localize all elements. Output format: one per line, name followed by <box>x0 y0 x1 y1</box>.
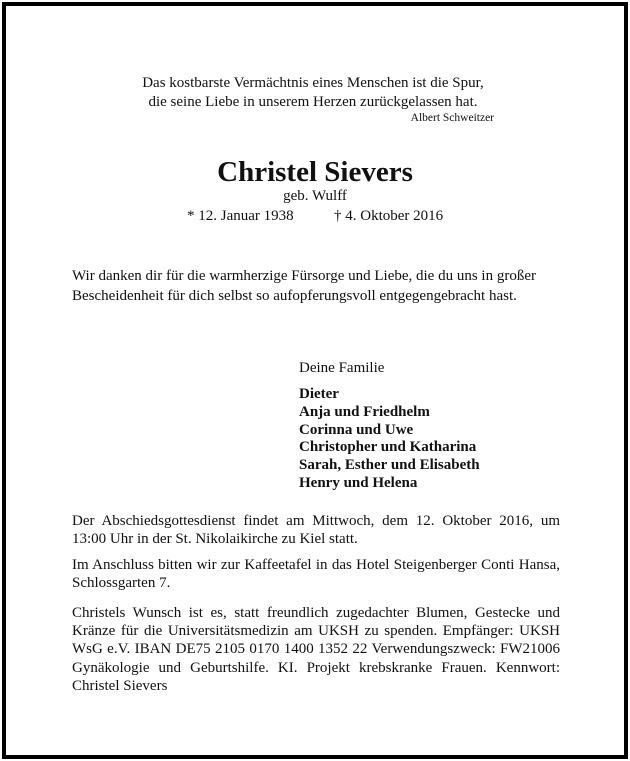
family-members-list <box>299 386 480 493</box>
family-member: Henry und Helena <box>299 474 418 491</box>
thanks-line-2: Bescheidenheit für dich selbst so aufopferungsvoll entgegengebracht hast. <box>72 288 517 304</box>
birth-date: * 12. Januar 1938 <box>187 208 294 224</box>
birth-name: geb. Wulff <box>283 188 347 204</box>
quote-line-1: Das kostbarste Vermächtnis eines Menschen ist die Spur, <box>142 75 484 91</box>
quote-line-2: die seine Liebe in unserem Herzen zurückgelassen hat. <box>148 94 478 110</box>
family-member: Dieter <box>299 386 339 402</box>
reception-notice: Im Anschluss bitten wir zur Kaffeetafel in das Hotel Steigenberger Conti Hansa, Schlossgarten 7. <box>72 557 560 592</box>
family-label: Deine Familie <box>299 360 385 376</box>
family-member: Sarah, Esther und Elisabeth <box>299 457 480 474</box>
deceased-name: Christel Sievers <box>217 156 413 188</box>
thanks-text <box>72 266 560 306</box>
family-member: Corinna und Uwe <box>299 421 414 438</box>
family-member: Anja und Friedhelm <box>299 403 430 420</box>
service-notice: Der Abschiedsgottesdienst findet am Mittwoch, dem 12. Oktober 2016, um 13:00 Uhr in der St. Nikolaikirche zu Kiel statt. <box>72 513 560 548</box>
thanks-line-1: Wir danken dir für die warmherzige Fürsorge und Liebe, die du uns in großer <box>72 268 536 284</box>
family-member: Christopher und Katharina <box>299 439 477 456</box>
death-date: † 4. Oktober 2016 <box>334 208 444 224</box>
quote-author: Albert Schweitzer <box>410 112 494 124</box>
donation-notice: Christels Wunsch ist es, statt freundlich zugedachter Blumen, Gestecke und Kränze für die Universitätsmedizin am UKSH zu spenden. Empfänger: UKSH WsG e.V. IBAN DE75 2105 0170 1400 1352 22 Verwendungszweck: FW21006 Gynäkologie und Geburtshilfe. KI. Projekt krebskranke Frauen. Kennwort: Christel Sievers <box>72 605 560 694</box>
